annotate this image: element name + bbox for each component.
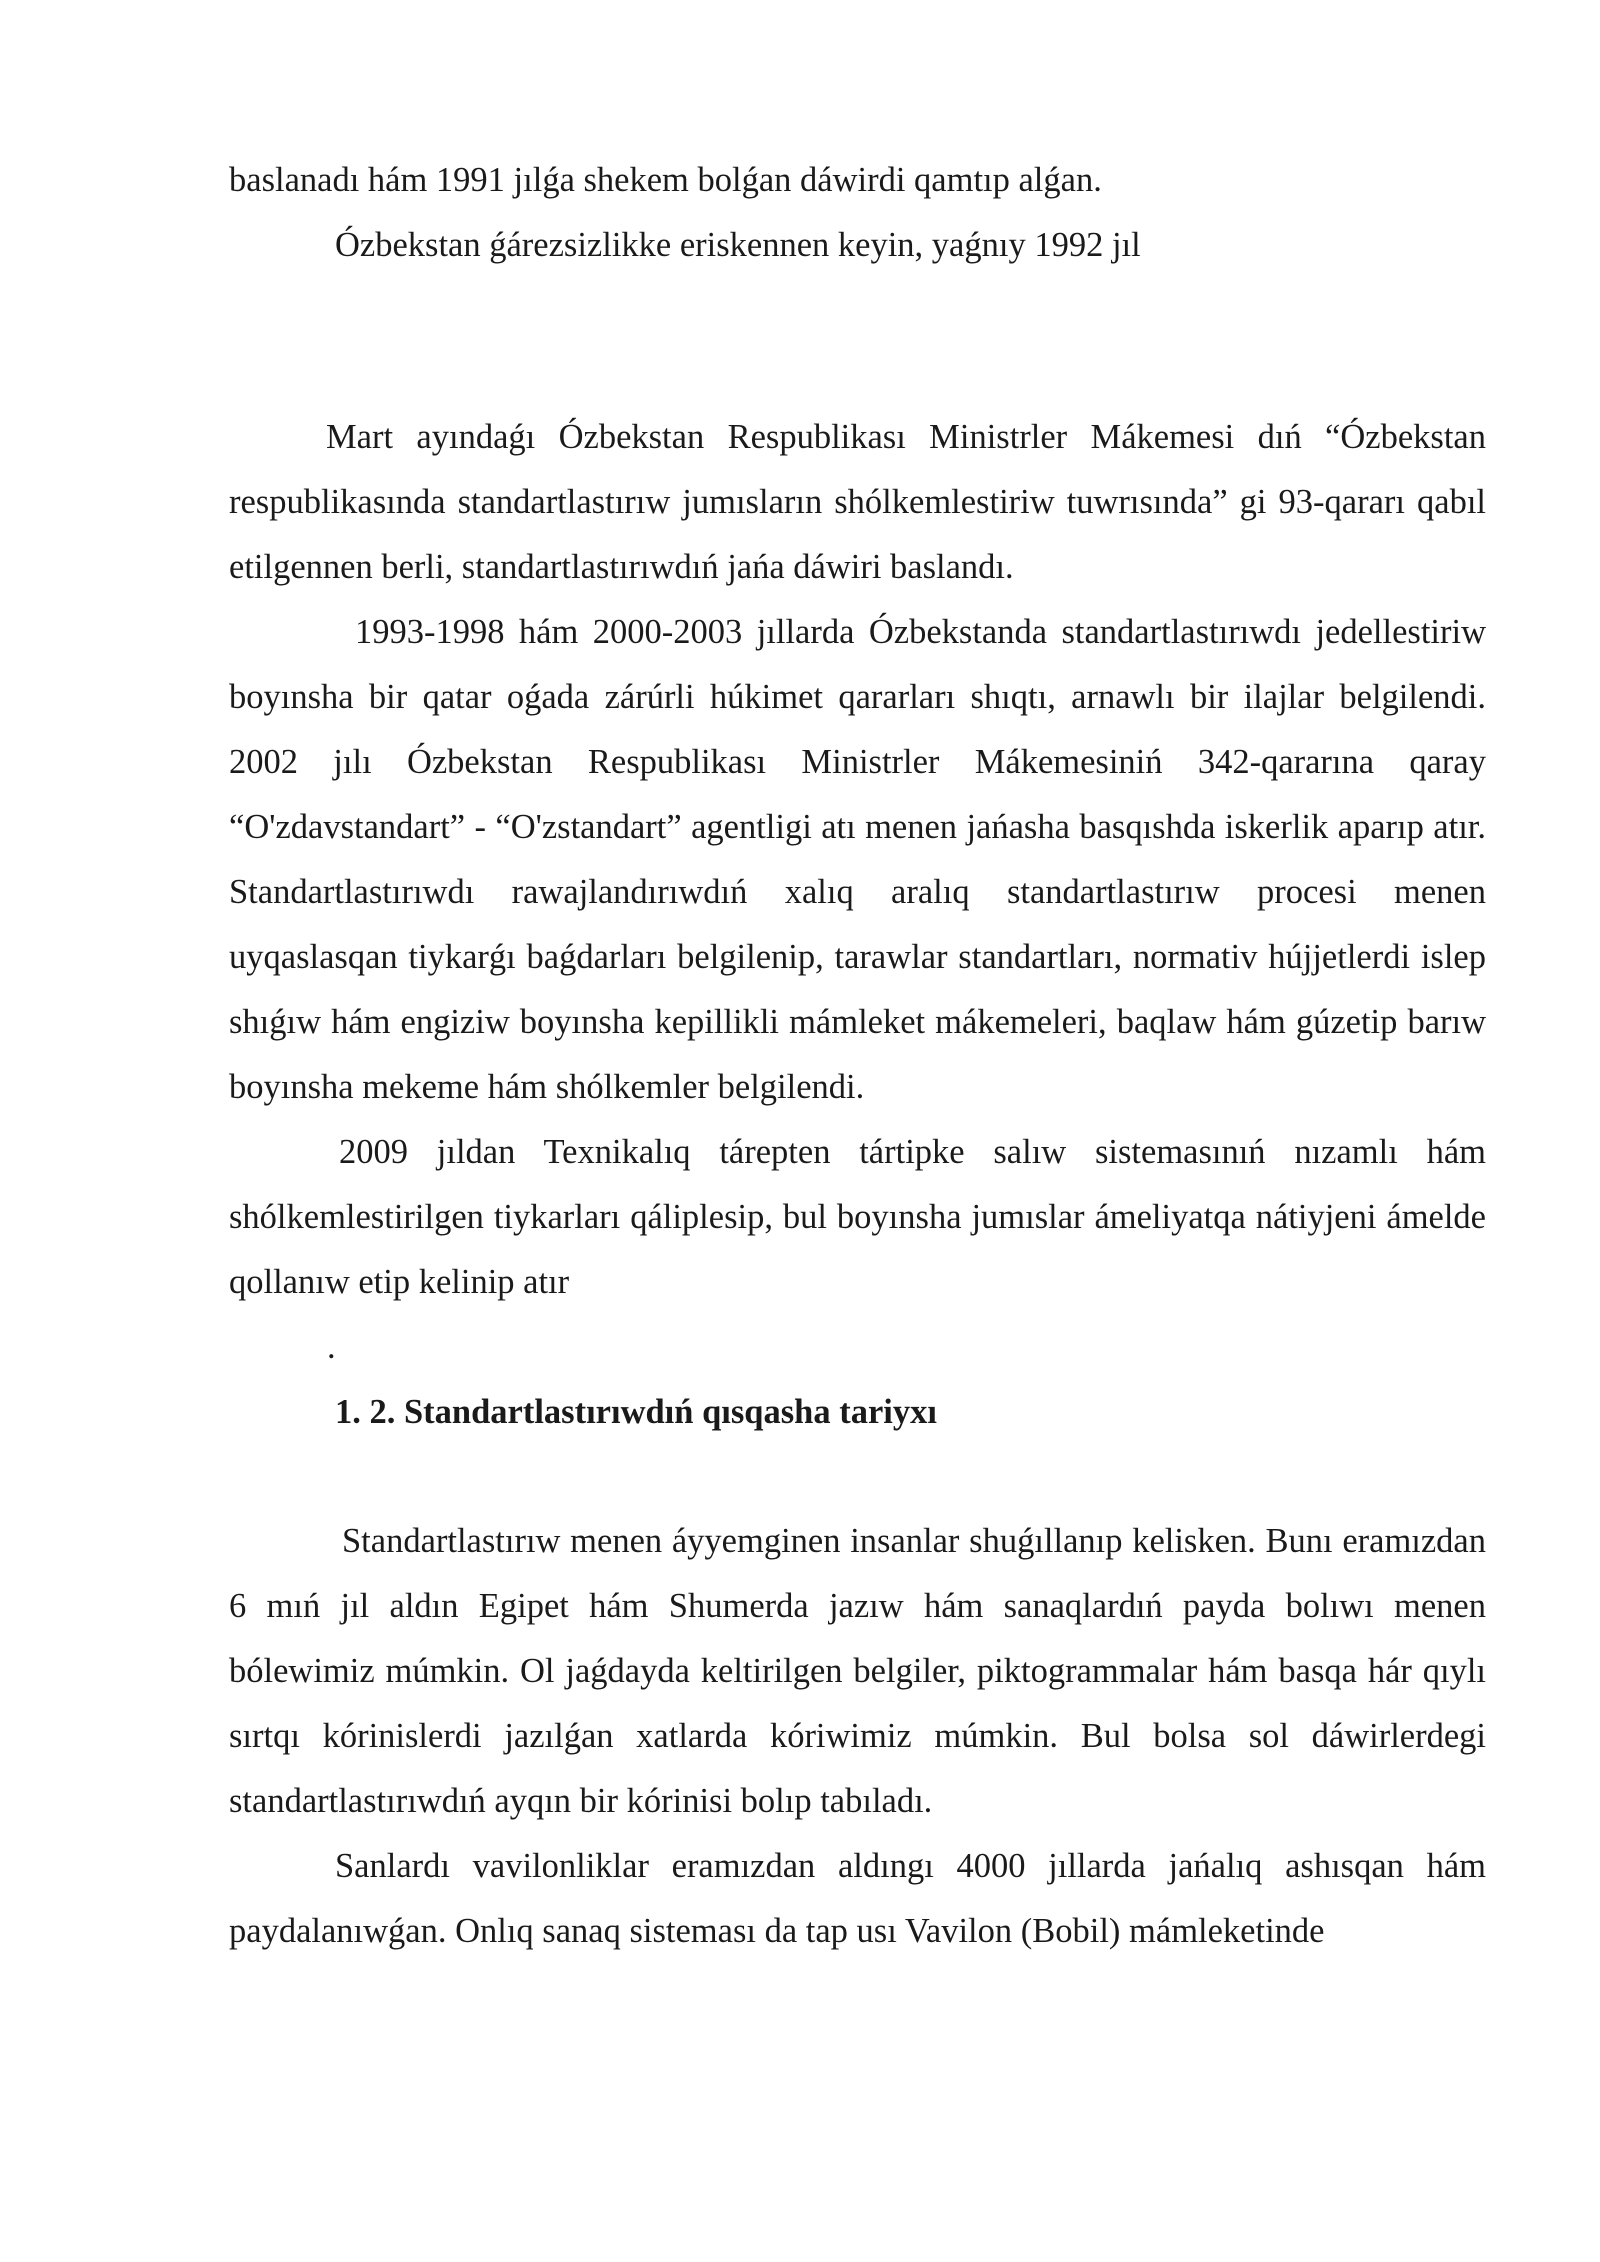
paragraph-march-resolution: Mart ayındaǵı Ózbekstan Respublikası Ministrler Mákemesi dıń “Ózbekstan respublikasında standartlastırıw jumısların shólkemlestiriw tuwrısında” gi 93-qararı qabıl etilgennen berli, standartlastırıwdıń jańa dáwiri baslandı. — [229, 418, 1486, 586]
paragraph-babylon: Sanlardı vavilonliklar eramızdan aldıngı 4000 jıllarda jańalıq ashısqan hám paydalanıwǵan. Onlıq sanaq sisteması da tap usı Vavilon (Bobil) mámleketinde — [229, 1847, 1486, 1950]
document-page — [229, 148, 1486, 1964]
paragraph-2009: 2009 jıldan Texnikalıq tárepten tártipke salıw sistemasınıń nızamlı hám shólkemlestirilgen tiykarları qáliplesip, bul boyınsha jumıslar ámeliyatqa nátiyjeni ámelde qollanıw etip kelinip atır — [229, 1133, 1486, 1301]
paragraph-continuation: baslanadı hám 1991 jılǵa shekem bolǵan dáwirdi qamtıp alǵan. — [229, 161, 1102, 199]
blank-gap — [229, 278, 1486, 405]
paragraph-ancient-standardization: Standartlastırıw menen áyyemginen insanlar shuǵıllanıp kelisken. Bunı eramızdan 6 mıń jıl aldın Egipet hám Shumerda jazıw hám sanaqlardıń payda bolıwı menen bólewimiz múmkin. Ol jaǵdayda keltirilgen belgiler, piktogrammalar hám basqa hár qıylı sırtqı kórinislerdi jazılǵan xatlarda kóriwimiz múmkin. Bul bolsa sol dáwirlerdegi standartlastırıwdıń ayqın bir kórinisi bolıp tabıladı. — [229, 1522, 1486, 1820]
stray-dot: . — [327, 1328, 336, 1366]
paragraph-1993-1998: 1993-1998 hám 2000-2003 jıllarda Ózbekstanda standartlastırıwdı jedellestiriw boyınsha bir qatar oǵada zárúrli húkimet qararları shıqtı, arnawlı bir ilajlar belgilendi. 2002 jılı Ózbekstan Respublikası Ministrler Mákemesiniń 342-qararına qaray “O'zdavstandart” - “O'zstandart” agentligi atı menen jańasha basqıshda iskerlik aparıp atır. Standartlastırıwdı rawajlandırıwdıń xalıq aralıq standartlastırıw procesi menen uyqaslasqan tiykarǵı baǵdarları belgilenip, tarawlar standartları, normativ hújjetlerdi islep shıǵıw hám engiziw boyınsha kepillikli mámleket mákemeleri, baqlaw hám gúzetip barıw boyınsha mekeme hám shólkemler belgilendi. — [229, 613, 1486, 1106]
paragraph-independence: Ózbekstan ǵárezsizlikke eriskennen keyin, yaǵnıy 1992 jıl — [335, 226, 1141, 264]
section-heading: 1. 2. Standartlastırıwdıń qısqasha tariyxı — [335, 1393, 937, 1431]
blank-gap — [229, 1445, 1486, 1509]
